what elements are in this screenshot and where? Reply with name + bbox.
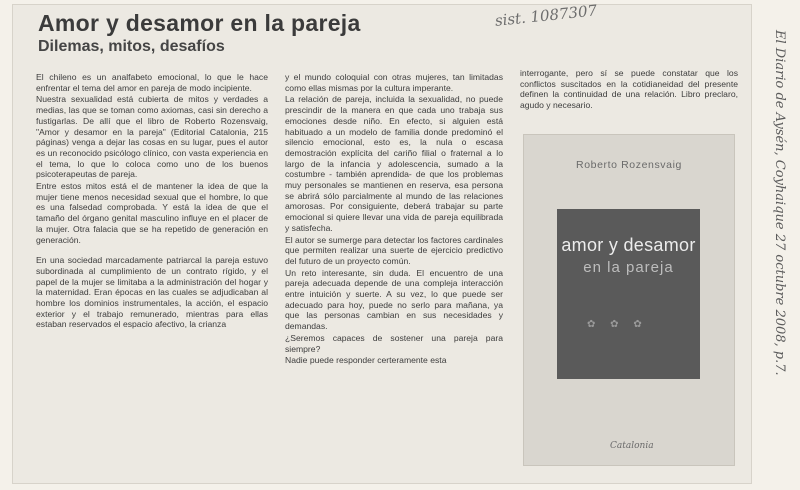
paragraph: Entre estos mitos está el de mantener la idea de que la mujer tiene menos necesidad sexual que el hombre, lo que es una falsedad comprobada. Y está la idea de que el tamaño del órgano genital masculino influye en el placer de la mujer. Otra falacia que se ha repetido de generación en generación. bbox=[36, 181, 268, 245]
article-subtitle: Dilemas, mitos, desafíos bbox=[38, 38, 225, 55]
paragraph: La relación de pareja, incluida la sexualidad, no puede prescindir de la manera en que cada uno trabaja sus emociones desde niño. En efecto, si alguien está habituado a un modelo de familia donde predominó el silencio emocional, esto es, la nula o escasa demostración explícita del cariño filial o fraternal a lo largo de la infancia y adolescencia, sumado a la costumbre - también aprendida- de que los problemas muy personales se mantienen en reserva, esa persona se abrirá sólo parcialmente al mundo de las relaciones amorosas. Por consiguiente, deberá trabajar su parte emocional si quiere llevar una vida de pareja equilibrada y satisfecha. bbox=[285, 94, 503, 233]
paragraph: y el mundo coloquial con otras mujeres, tan limitadas como ellas mismas por la cultura imperante. bbox=[285, 72, 503, 93]
book-cover-title-line-1: amor y desamor bbox=[561, 235, 696, 255]
article-title: Amor y desamor en la pareja bbox=[38, 10, 361, 36]
cover-decoration-icon: ✿ ✿ ✿ bbox=[587, 319, 648, 330]
paragraph: El autor se sumerge para detectar los factores cardinales que permiten realizar una suerte de ejercicio predictivo del futuro de un proyecto común. bbox=[285, 234, 503, 266]
article-column-2 bbox=[285, 72, 503, 460]
paragraph: Nuestra sexualidad está cubierta de mitos y verdades a medias, las que se toman como axiomas, casi sin derecho a fustigarlas. De allí que el libro de Roberto Rozensvaig, "Amor y desamor en la pareja" (Editorial Catalonia, 215 páginas) venga a dejar las cosas en su lugar, pues el autor es un reconocido psicólogo clínico, con vasta experiencia en el tema, lo que lo coloca como uno de los buenos psicoterapeutas de pareja. bbox=[36, 94, 268, 180]
handwritten-reference: sist. 1087307 bbox=[494, 1, 598, 30]
paragraph: En una sociedad marcadamente patriarcal la pareja estuvo subordinada al cumplimiento de un contrato rígido, y el papel de la mujer se limitaba a la administración del hogar y la maternidad. Eran épocas en las cuales se adjudicaban al hombre los dominios instrumentales, la acción, el espacio exterior y el trabajo remunerado, mientras para ellas estaban reservados el espacio afectivo, la crianza bbox=[36, 255, 268, 330]
paragraph: Nadie puede responder certeramente esta bbox=[285, 355, 447, 366]
book-cover-title-line-2: en la pareja bbox=[583, 259, 674, 276]
handwritten-margin-note: El Diario de Aysén, Coyhaique 27 octubre 2008, p.7. bbox=[772, 30, 787, 376]
book-cover-image bbox=[523, 134, 735, 466]
paragraph: El chileno es un analfabeto emocional, lo que le hace enfrentar el tema del amor en pareja de modo incipiente. bbox=[36, 72, 268, 93]
book-cover-author: Roberto Rozensvaig bbox=[576, 159, 682, 171]
book-cover-publisher: Catalonia bbox=[610, 441, 654, 451]
article-column-3 bbox=[520, 68, 738, 128]
article-column-1 bbox=[36, 72, 268, 460]
paragraph: Un reto interesante, sin duda. El encuentro de una pareja adecuada depende de una compleja interacción entre intuición y suerte. A su vez, lo que puede ser adecuado para hoy, puede no serlo para mañana, ya que las personas cambian en sus necesidades y demandas. bbox=[285, 267, 503, 332]
paragraph: interrogante, pero sí se puede constatar que los conflictos suscitados en la cotidianeidad del presente definen la continuidad de una relación. Libro preclaro, agudo y necesario. bbox=[520, 68, 738, 111]
book-cover-artwork bbox=[557, 209, 700, 379]
paragraph: ¿Seremos capaces de sostener una pareja para siempre? bbox=[285, 332, 503, 354]
